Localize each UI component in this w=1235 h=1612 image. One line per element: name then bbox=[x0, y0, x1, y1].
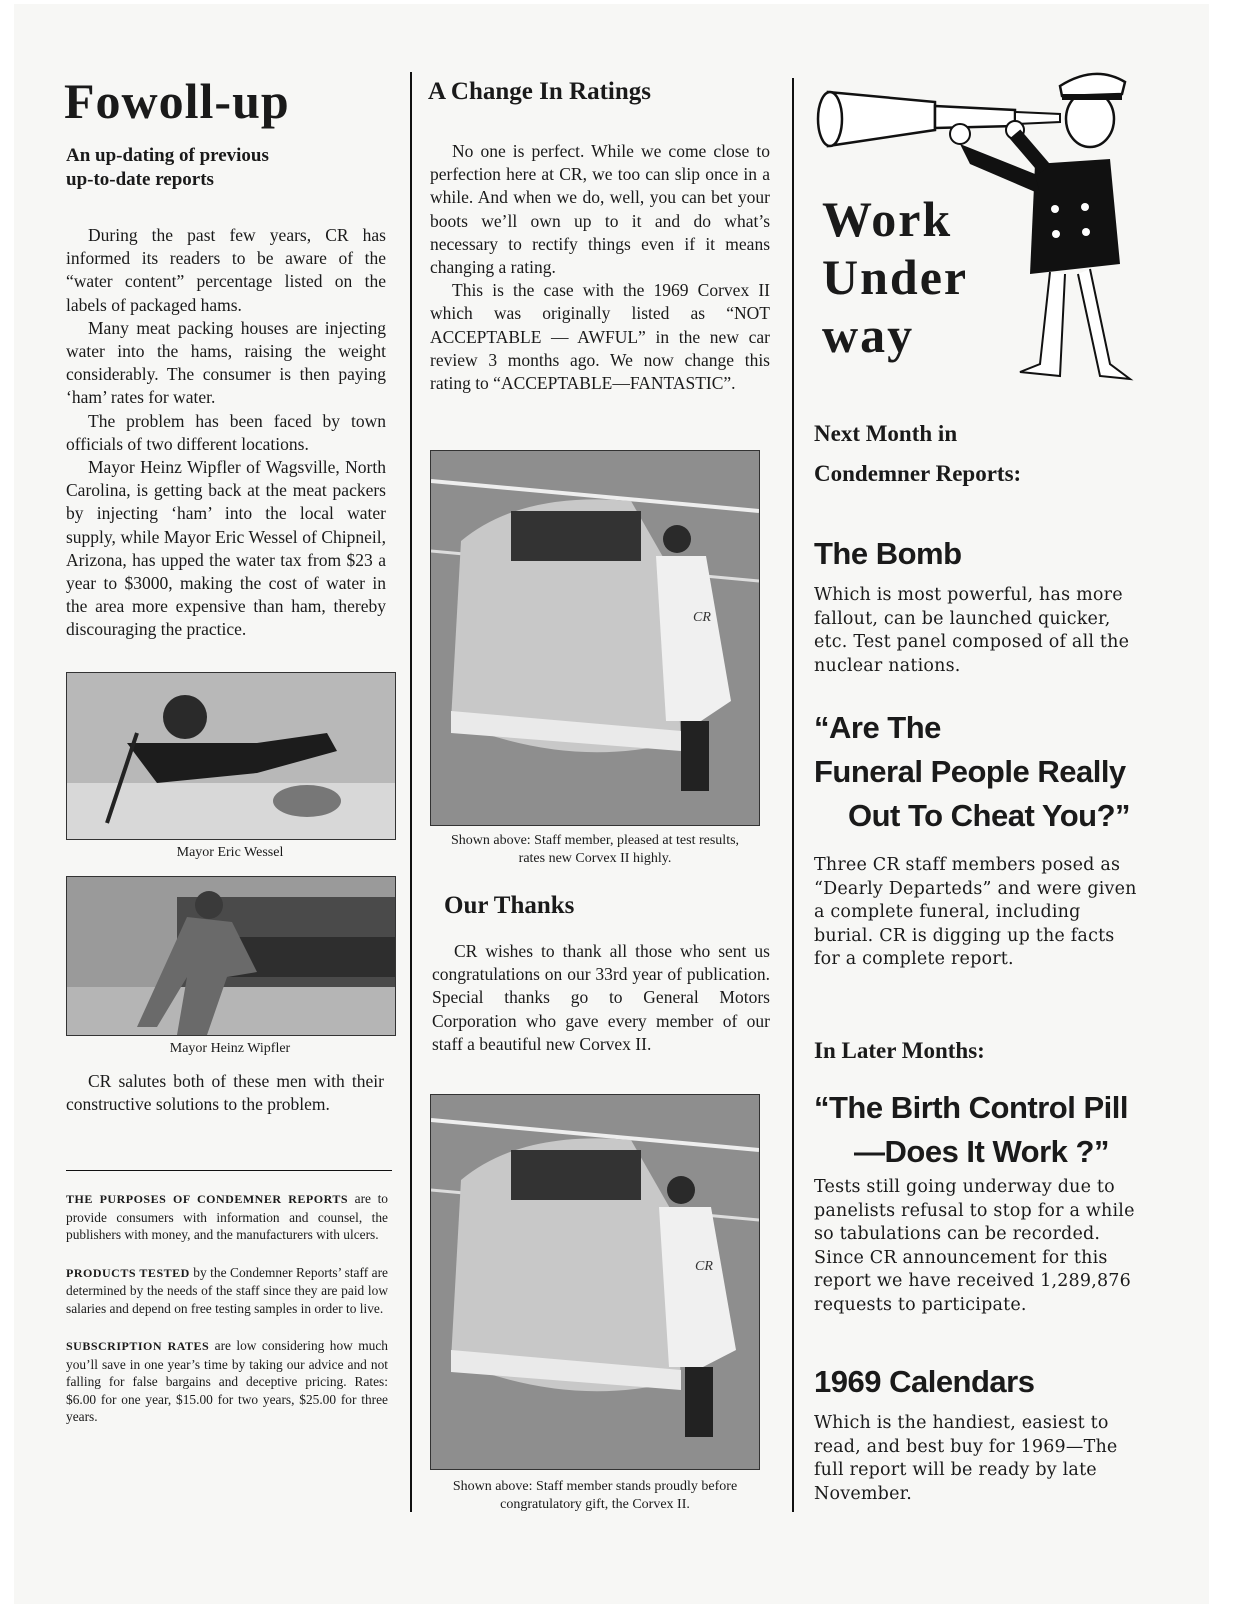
magazine-page bbox=[14, 4, 1209, 1604]
photo-corvex-gift bbox=[430, 1094, 760, 1470]
ratings-article bbox=[430, 140, 770, 395]
funeral-line-1: “Are The bbox=[814, 710, 941, 745]
photo-illustration bbox=[67, 673, 395, 839]
banner-line-1: Work bbox=[822, 191, 953, 247]
next-month-heading bbox=[814, 414, 1021, 494]
photo-mayor-heinz-wipfler bbox=[66, 876, 396, 1036]
photo-corvex-rating bbox=[430, 450, 760, 826]
calendars-text: Which is the handiest, easiest to read, and best buy for 1969—The full report will be ready by late November. bbox=[814, 1413, 1118, 1504]
later-months-heading: In Later Months: bbox=[814, 1038, 985, 1063]
column-rule-left bbox=[410, 72, 412, 1512]
banner-line-2: Under bbox=[822, 249, 969, 305]
column-rule-right bbox=[792, 78, 794, 1512]
masthead-notes bbox=[66, 1190, 388, 1446]
subtitle-line-2: up-to-date reports bbox=[66, 169, 214, 190]
photo-illustration bbox=[67, 877, 395, 1035]
purposes-note: THE PURPOSES OF CONDEMNER REPORTS are to provide consumers with information and counsel, the publishers with money, and the manufacturers with ulcers. bbox=[66, 1191, 388, 1242]
paragraph: This is the case with the 1969 Corvex II which was originally listed as “NOT ACCEPTABLE — AWFUL” in the new car review 3 months ago. We now change this rating to “ACCEPTABLE—FANTASTIC”. bbox=[430, 280, 770, 394]
photo-mayor-eric-wessel bbox=[66, 672, 396, 840]
bomb-title: The Bomb bbox=[814, 536, 962, 571]
paragraph: The problem has been faced by town officials of two different locations. bbox=[66, 410, 386, 454]
paragraph: Mayor Heinz Wipfler of Wagsville, North Carolina, is getting back at the meat packers by injecting ‘ham’ into the local water supply, while Mayor Eric Wessel of Chipneil, Arizona, has upped the water tax from $23 a year to $3000, making the cost of water in the area more expensive than ham, thereby discouraging the practice. bbox=[66, 457, 386, 640]
pill-text: Tests still going underway due to panelists refusal to stop for a while so tabulations can be recorded. Since CR announcement for this report we have received 1,289,876 requests to participate. bbox=[814, 1177, 1135, 1315]
funeral-line-3: Out To Cheat You?” bbox=[848, 798, 1131, 833]
pill-line-1: “The Birth Control Pill bbox=[814, 1090, 1128, 1125]
subtitle-line-1: An up-dating of previous bbox=[66, 145, 269, 166]
followup-subtitle bbox=[66, 144, 269, 192]
next-month-line-1: Next Month in bbox=[814, 421, 958, 446]
subscription-note: SUBSCRIPTION RATES are low considering how much you’ll save in one year’s time by taking our advice and not falling for false bargains and deceptive pricing. Rates: $6.00 for one year, $15.00 for two years, $25.00 for three years. bbox=[66, 1338, 388, 1424]
next-month-line-2: Condemner Reports: bbox=[814, 461, 1022, 486]
banner-work-underway bbox=[822, 190, 968, 364]
ratings-title: A Change In Ratings bbox=[428, 78, 651, 105]
funeral-line-2: Funeral People Really bbox=[814, 754, 1126, 789]
paragraph: No one is perfect. While we come close to perfection here at CR, we too can slip once in a while. And when we do, well, you can bet your boots we’ll own up to it and do what’s necessary to rectify things even if it means changing a rating. bbox=[430, 141, 770, 278]
caption-eric-wessel: Mayor Eric Wessel bbox=[176, 845, 284, 860]
paragraph: Many meat packing houses are injecting water into the hams, raising the weight considerably. The consumer is then paying ‘ham’ rates for water. bbox=[66, 317, 386, 408]
corvex-photo-illustration bbox=[431, 1095, 759, 1469]
coat-logo: CR bbox=[693, 610, 711, 625]
products-note: PRODUCTS TESTED by the Condemner Reports’ staff are determined by the needs of the staff since they are paid low salaries and depend on free testing samples in order to live. bbox=[66, 1264, 388, 1316]
corvex-photo-illustration bbox=[431, 451, 759, 825]
paragraph: During the past few years, CR has informed its readers to be aware of the “water content” percentage listed on the labels of packaged hams. bbox=[66, 225, 386, 315]
thanks-article: CR wishes to thank all those who sent us congratulations on our 33rd year of publication. Special thanks go to General Motors Corporation who gave every member of our staff a beautiful new Corvex II. bbox=[432, 941, 770, 1054]
caption-corvex-rating: Shown above: Staff member, pleased at test results, rates new Corvex II highly. bbox=[450, 833, 740, 866]
bomb-text: Which is most powerful, has more fallout, can be launched quicker, etc. Test panel composed of all the nuclear nations. bbox=[814, 585, 1130, 676]
banner-line-3: way bbox=[822, 307, 915, 363]
salute-paragraph: CR salutes both of these men with their constructive solutions to the problem. bbox=[66, 1071, 384, 1115]
thanks-title: Our Thanks bbox=[444, 892, 575, 919]
funeral-text: Three CR staff members posed as “Dearly Departeds” and were given a complete funeral, including burial. CR is digging up the facts for a complete report. bbox=[814, 855, 1137, 970]
caption-corvex-gift: Shown above: Staff member stands proudly before congratulatory gift, the Corvex II. bbox=[452, 1479, 738, 1512]
caption-heinz-wipfler: Mayor Heinz Wipfler bbox=[169, 1041, 291, 1056]
coat-logo: CR bbox=[695, 1259, 713, 1274]
followup-article bbox=[66, 224, 386, 642]
funeral-title bbox=[814, 706, 1130, 838]
pill-title bbox=[814, 1086, 1128, 1174]
followup-title: Fowoll-up bbox=[64, 73, 290, 129]
calendars-title: 1969 Calendars bbox=[814, 1364, 1035, 1399]
masthead-divider bbox=[66, 1170, 392, 1171]
pill-line-2: —Does It Work ?” bbox=[854, 1134, 1109, 1169]
